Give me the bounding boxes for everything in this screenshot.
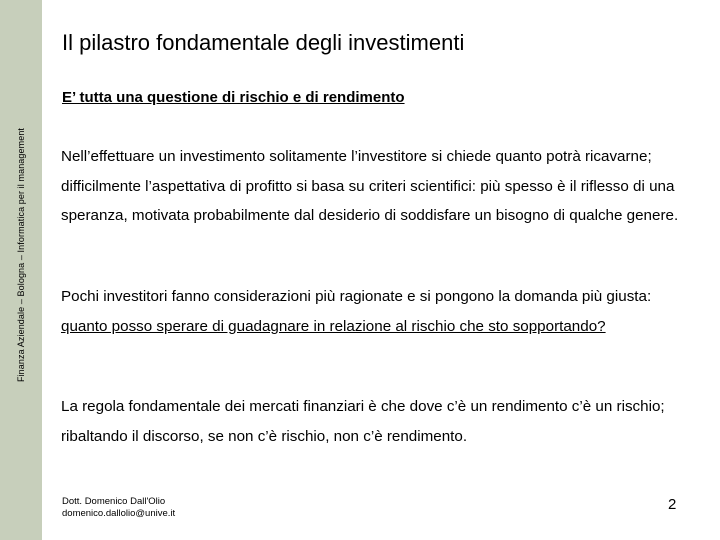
sidebar-course-label: Finanza Aziendale – Bologna – Informatica per il management — [16, 127, 26, 383]
sidebar-band — [0, 0, 42, 540]
paragraph-expectation: Nell’effettuare un investimento solitamente l’investitore si chiede quanto potrà ricavarne; difficilmente l’aspettativa di profitto si basa su criteri scientifici: più spesso è il riflesso di una speranza, motivata probabilmente dal desiderio di soddisfare un bisogno di qualche genere. — [61, 148, 679, 224]
page-number: 2 — [668, 496, 677, 513]
slide-subtitle: E’ tutta una questione di rischio e di rendimento — [62, 89, 405, 106]
slide-title: Il pilastro fondamentale degli investimenti — [62, 30, 465, 55]
key-question: quanto posso sperare di guadagnare in relazione al rischio che sto sopportando? — [61, 317, 606, 335]
paragraph-question-intro: Pochi investitori fanno considerazioni più ragionate e si pongono la domanda più giusta: — [61, 288, 652, 305]
author-name: Dott. Domenico Dall'Olio — [62, 496, 166, 507]
paragraph-rule: La regola fondamentale dei mercati finanziari è che dove c’è un rendimento c’è un rischio; ribaltando il discorso, se non c’è rischio, non c’è rendimento. — [61, 398, 665, 445]
paragraph-question — [61, 282, 691, 341]
footer-credits — [62, 496, 175, 520]
author-email: domenico.dallolio@unive.it — [62, 508, 176, 519]
